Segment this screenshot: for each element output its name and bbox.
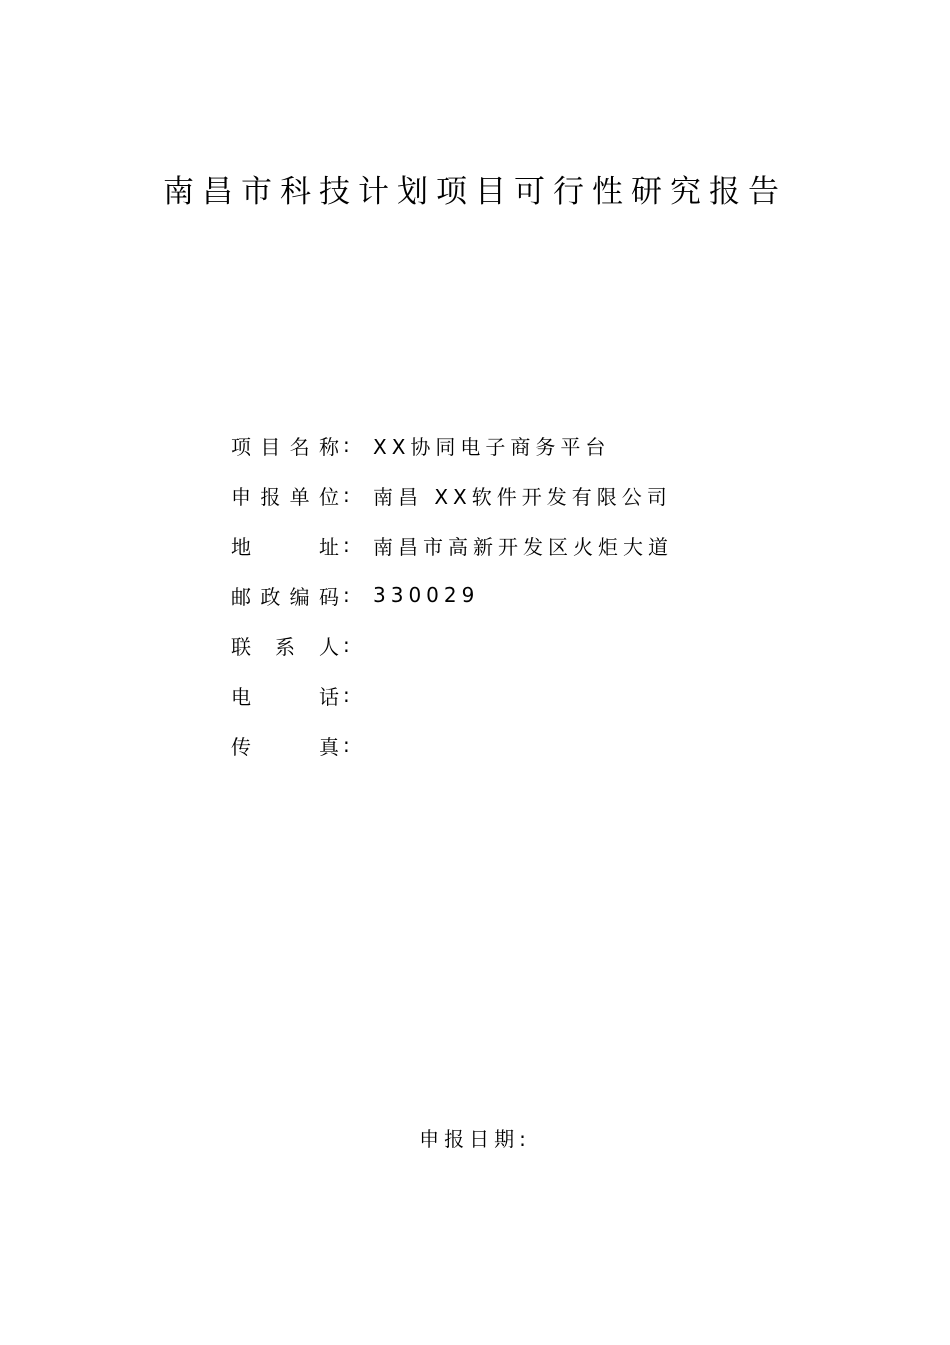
field-postcode [231, 570, 673, 620]
field-applicant [231, 470, 673, 520]
field-colon: : [343, 583, 350, 607]
field-contact [231, 620, 673, 670]
field-colon: : [343, 733, 350, 757]
field-value: 330029 [373, 583, 480, 607]
field-colon: : [343, 433, 350, 457]
field-address [231, 520, 673, 570]
field-phone [231, 670, 673, 720]
field-project-name [231, 420, 673, 470]
document-title: 南昌市科技计划项目可行性研究报告 [163, 174, 787, 210]
field-colon: : [343, 483, 350, 507]
field-value: 南昌 XX软件开发有限公司 [373, 484, 672, 509]
project-info-block [231, 420, 673, 770]
field-colon: : [343, 533, 350, 557]
field-label: 邮 政 编 码 [231, 584, 339, 609]
field-label: 电 话 [231, 684, 339, 709]
field-label: 申 报 单 位 [231, 484, 339, 509]
field-label: 传 真 [231, 734, 339, 759]
field-fax [231, 720, 673, 770]
field-value: 南昌市高新开发区火炬大道 [373, 534, 673, 559]
application-date-label: 申报日期: [419, 1127, 531, 1151]
field-colon: : [343, 683, 350, 707]
field-label: 地 址 [231, 534, 339, 559]
field-label: 联 系 人 [231, 634, 339, 659]
field-label: 项 目 名 称 [231, 434, 339, 459]
field-colon: : [343, 633, 350, 657]
field-value: XX协同电子商务平台 [373, 434, 611, 459]
